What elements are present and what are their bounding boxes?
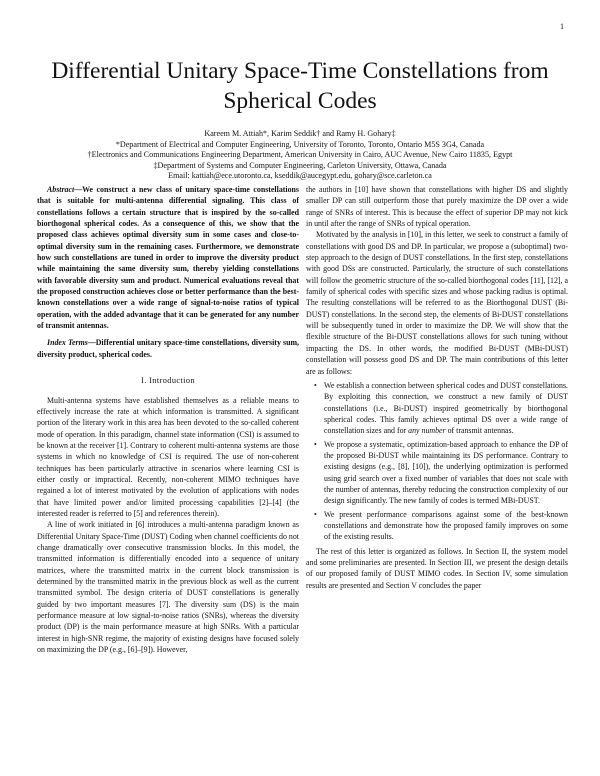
author-emails: Email: kattiah@ece.utoronto.ca, kseddik@aucegypt.edu, gohary@sce.carleton.ca bbox=[168, 171, 432, 181]
intro-paragraph-1: Multi-antenna systems have established themselves as a reliable means to effectively increase the rate at which information is transmitted. A significant portion of the literary work in this area has been devoted to the so-called coherent mode of operation. In this paradigm, channel state information (CSI) is assumed to be known at the receiver [1]. Contrary to coherent multi-antenna systems are those systems in which no knowledge of CSI is required. The use of non-coherent techniques has been particularly attractive in scenarios where learning CSI is either costly or impractical. Recently, non-coherent MIMO techniques have regained a lot of interest motivated by the evolution of applications with nodes that have limited power and/or limited processing capabilities [2]–[4] (the interested reader is referred to [5] and references therein). bbox=[37, 395, 299, 518]
right-paragraph-organization: The rest of this letter is organized as follows. In Section II, the system model and some preliminaries are presented. In Section III, we present the design details of our proposed family of DUST MIMO codes. In Section IV, some simulation results are presented and Section V concludes the paper bbox=[306, 546, 568, 590]
contribution-1-emphasis: any number bbox=[408, 426, 446, 436]
author-block bbox=[20, 129, 580, 182]
contribution-1-text: We establish a connection between spherical codes and DUST constellations. By exploiting this connection, we construct a new family of DUST constellations (i.e., Bi-DUST) inspired geometrically by biorthogonal spherical codes. This family achieves optimal DS over a wide range of constellation sizes and for bbox=[324, 380, 568, 436]
abstract-label: Abstract bbox=[47, 185, 75, 194]
bullet-icon: • bbox=[314, 509, 317, 519]
page-number: 1 bbox=[560, 22, 564, 31]
affiliation-3: ‡Department of Systems and Computer Engineering, Carleton University, Ottawa, Canada bbox=[153, 160, 447, 170]
contribution-3-text: We present performance comparisons against some of the best-known constellations and demonstrate how the proposed family improves on some of the existing results. bbox=[324, 509, 568, 542]
list-item bbox=[314, 509, 568, 543]
list-item bbox=[314, 380, 568, 437]
contributions-list bbox=[306, 380, 568, 543]
list-item bbox=[314, 439, 568, 507]
bullet-icon: • bbox=[314, 439, 317, 449]
affiliation-2: †Electronics and Communications Engineering Department, American University in Cairo, AUC Avenue, New Cairo 11835, Egypt bbox=[87, 150, 513, 160]
index-terms: Index Terms—Differential unitary space-time constellations, diversity sum, diversity product, spherical codes. bbox=[37, 338, 299, 359]
author-names: Kareem M. Attiah*, Karim Seddik† and Ramy H. Gohary‡ bbox=[204, 129, 396, 138]
contribution-1-end: of transmit antennas. bbox=[445, 426, 514, 436]
right-paragraph-motivation: Motivated by the analysis in [10], in this letter, we seek to construct a family of constellations with good DS and DP. In particular, we propose a (suboptimal) two-step approach to the design of DUST constellations. In the first step, constellations with good DSs are constructed. Particularly, the structure of such constellations will follow the geometric structure of the so-called biorthogonal codes [11], [12], a family of spherical codes with specific sizes and whose packing radius is optimal. The resulting constellations will be referred to as the Biorthogonal DUST (Bi-DUST) constellations. In the second step, the elements of Bi-DUST constellations will be subsequently tuned in order to maximize the DP. We will show that the flexible structure of the Bi-DUST constellations allows for such tuning without impacting the DS. In other words, the modified Bi-DUST (MBi-DUST) constellation will possess good DS and DP. The main contributions of this letter are as follows: bbox=[306, 230, 568, 376]
index-terms-label: Index Terms bbox=[47, 338, 88, 348]
affiliation-1: *Department of Electrical and Computer Engineering, University of Toronto, Toronto, Ontario M5S 3G4, Canada bbox=[115, 139, 485, 149]
bullet-icon: • bbox=[314, 380, 317, 390]
left-column bbox=[37, 184, 299, 655]
abstract: Abstract—We construct a new class of unitary space-time constellations that is suitable for multi-antenna differential signaling. This class of constellations follows a certain structure that is inspired by the so-called biorthogonal spherical codes. As a consequence of this, we show that the proposed class achieves optimal diversity sum in some cases and close-to-optimal diversity sum in the remaining cases. Furthermore, we demonstrate how such constellations are tuned in order to improve the diversity product while maintaining the same diversity sum, thereby yielding constellations with favorable diversity sum and product. Numerical evaluations reveal that the proposed construction achieves close or better performance than the best-known constellations over a wide range of signal-to-noise ratios of typical operation, with the added advantage that it can be generated for any number of transmit antennas. bbox=[37, 185, 299, 331]
index-terms-text: Differential unitary space-time constellations, diversity sum, diversity product, spherical codes. bbox=[37, 338, 299, 359]
abstract-text: We construct a new class of unitary space-time constellations that is suitable for multi-antenna differential signaling. This class of constellations follows a certain structure that is inspired by the so-called biorthogonal spherical codes. As a consequence of this, we show that the proposed class achieves optimal diversity sum in some cases and close-to-optimal diversity sum in the remaining cases. Furthermore, we demonstrate how such constellations are tuned in order to improve the diversity product while maintaining the same diversity sum, thereby yielding constellations with favorable diversity sum and product. Numerical evaluations reveal that the proposed construction achieves close or better performance than the best-known constellations over a wide range of signal-to-noise ratios of typical operation, with the added advantage that it can be generated for any number of transmit antennas. bbox=[37, 185, 299, 331]
paper-title: Differential Unitary Space-Time Constellations from Spherical Codes bbox=[51, 58, 549, 114]
contribution-2-text: We propose a systematic, optimization-based approach to enhance the DP of the proposed Bi-DUST while maintaining its DS performance. Contrary to existing designs (e.g., [8], [10]), the underlying optimization is performed using grid search over a fixed number of variables that does not scale with the number of antennas, thereby reducing the construction complexity of our design significantly. The new family of codes is termed MBi-DUST. bbox=[324, 439, 568, 506]
section-heading-introduction: I. Introduction bbox=[141, 376, 195, 386]
right-paragraph-continuation: the authors in [10] have shown that constellations with higher DS and slightly smaller DP can still outperform those that purely maximize the DP over a wide range of SNRs of interest. This is because the effect of superior DP may not kick in until after the range of SNRs of typical operation. bbox=[306, 185, 568, 229]
right-column bbox=[306, 184, 568, 591]
intro-paragraph-2: A line of work initiated in [6] introduces a multi-antenna paradigm known as Differential Unitary Space-Time (DUST) Coding when channel coefficients do not change dramatically over consecutive transmission blocks. In this model, the transmitted information is differentially encoded into a sequence of unitary matrices, where the transmitted matrix in the current block transmission is determined by the transmitted matrix in the previous block as well as the current transmitted symbol. The design criteria of DUST constellations is generally guided by two important measures [7]. The diversity sum (DS) is the main performance measure at low signal-to-noise ratios (SNRs), whereas the diversity product (DP) is the main performance measure at high SNRs. With a particular interest in high-SNR regime, the majority of existing designs have focused solely on maximizing the DP (e.g., [6]–[9]). However, bbox=[37, 520, 299, 655]
